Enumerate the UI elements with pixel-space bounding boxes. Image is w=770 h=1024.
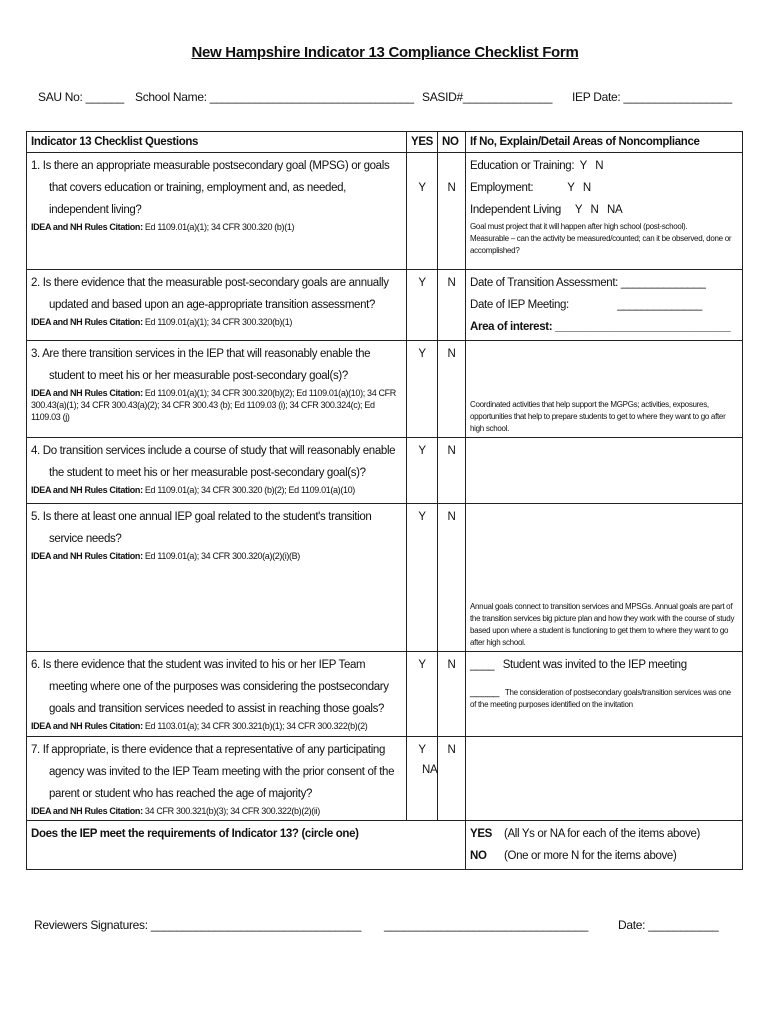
explain-header: If No, Explain/Detail Areas of Noncompliance (466, 132, 743, 153)
question-text: 4. Do transition services include a course of study that will reasonably enable the student to meet his or her measurable post-secondary goal(s)? (31, 445, 396, 479)
explain-cell[interactable] (466, 504, 743, 652)
final-row (27, 821, 743, 870)
table-row (27, 652, 743, 737)
yes-cell[interactable]: Y (407, 504, 438, 652)
citation: IDEA and NH Rules Citation: Ed 1109.01(a)(1); 34 CFR 300.320(b)(2); Ed 1109.01(a)(10); 34 CFR 300.43(a)(1); 34 CFR 300.43(a)(2); 34 CFR 300.43 (b); Ed 1109.03 (i); 34 CFR 300.324(c); Ed 1109.03 (j) (31, 388, 396, 422)
table-row (27, 737, 743, 821)
employment-line: Employment: Y N (470, 182, 591, 194)
school-name-field[interactable]: School Name: ________________________________ (135, 90, 414, 104)
final-yes-option[interactable]: YES (All Ys or NA for each of the items above) (470, 828, 701, 840)
sau-number-field[interactable]: SAU No: ______ (38, 90, 124, 104)
citation: IDEA and NH Rules Citation: Ed 1109.01(a); 34 CFR 300.320(a)(2)(i)(B) (31, 551, 300, 561)
explain-cell[interactable] (466, 270, 743, 341)
form-title: New Hampshire Indicator 13 Compliance Checklist Form (191, 44, 579, 61)
checklist-table (26, 131, 743, 870)
iep-meeting-date-line: Date of IEP Meeting: ______________ (470, 299, 702, 311)
citation: IDEA and NH Rules Citation: Ed 1109.01(a); 34 CFR 300.320 (b)(2); Ed 1109.01(a)(10) (31, 485, 355, 495)
explain-cell[interactable] (466, 737, 743, 821)
na-option[interactable]: NA (422, 764, 438, 776)
note: Goal must project that it will happen after high school (post-school). (470, 222, 688, 231)
yes-cell[interactable]: Y (407, 153, 438, 270)
note: Coordinated activities that help support the MGPGs; activities, exposures, opportunities that help to prepare students to get to where they want to go after high school. (470, 400, 726, 433)
note: _____ The consideration of postsecondary goals/transition services was one of the meeting purposes identified on the invitation (470, 686, 731, 709)
table-row (27, 153, 743, 270)
question-text: 3. Are there transition services in the IEP that will reasonably enable the student to meet his or her measurable post-secondary goal(s)? (31, 348, 371, 382)
second-signature-field[interactable]: ________________________________ (384, 918, 588, 932)
citation: IDEA and NH Rules Citation: Ed 1109.01(a)(1); 34 CFR 300.320(b)(1) (31, 317, 293, 327)
question-text: 1. Is there an appropriate measurable postsecondary goal (MPSG) or goals that covers education or training, employment and, as needed, independent living? (31, 160, 390, 216)
sasid-field[interactable]: SASID#______________ (422, 90, 553, 104)
final-no-option[interactable]: NO (One or more N for the items above) (470, 850, 677, 862)
explain-cell[interactable] (466, 652, 743, 737)
no-cell[interactable]: N (438, 270, 466, 341)
table-row (27, 504, 743, 652)
iep-date-field[interactable]: IEP Date: _________________ (572, 90, 732, 104)
citation: IDEA and NH Rules Citation: Ed 1109.01(a)(1); 34 CFR 300.320 (b)(1) (31, 222, 295, 232)
explain-cell[interactable] (466, 438, 743, 504)
yes-cell[interactable]: Y (407, 652, 438, 737)
question-text: 5. Is there at least one annual IEP goal related to the student's transition service needs? (31, 511, 372, 545)
yes-cell[interactable]: Y (407, 438, 438, 504)
explain-cell[interactable] (466, 341, 743, 438)
question-cell (27, 652, 407, 737)
table-row (27, 438, 743, 504)
no-cell[interactable]: N (438, 652, 466, 737)
question-cell (27, 341, 407, 438)
table-row (27, 270, 743, 341)
question-cell (27, 504, 407, 652)
question-cell (27, 153, 407, 270)
yes-cell[interactable]: Y (407, 737, 438, 821)
independent-living-line: Independent Living Y N NA (470, 204, 623, 216)
no-cell[interactable]: N (438, 341, 466, 438)
note: Measurable – can the activity be measured/counted; can it be observed, done or accomplished? (470, 234, 732, 255)
yes-cell[interactable]: Y (407, 341, 438, 438)
final-question-cell: Does the IEP meet the requirements of Indicator 13? (circle one) (27, 821, 466, 870)
date-field[interactable]: Date: ___________ (618, 918, 719, 932)
no-cell[interactable]: N NA (438, 737, 466, 821)
transition-assessment-date-line: Date of Transition Assessment: ______________ (470, 277, 706, 289)
question-cell (27, 438, 407, 504)
explain-cell[interactable] (466, 153, 743, 270)
question-text: 6. Is there evidence that the student was invited to his or her IEP Team meeting where one of the purposes was considering the postsecondary goals and transition services needed to assist in reaching those goals? (31, 659, 389, 715)
no-header: NO (438, 132, 466, 153)
yes-header: YES (407, 132, 438, 153)
table-row (27, 341, 743, 438)
table-header-row (27, 132, 743, 153)
citation: IDEA and NH Rules Citation: 34 CFR 300.321(b)(3); 34 CFR 300.322(b)(2)(ii) (31, 806, 320, 816)
no-cell[interactable]: N (438, 504, 466, 652)
no-cell[interactable]: N (438, 438, 466, 504)
question-cell (27, 737, 407, 821)
area-of-interest-line: Area of interest: _____________________________ (470, 321, 731, 333)
no-cell[interactable]: N (438, 153, 466, 270)
yes-cell[interactable]: Y (407, 270, 438, 341)
education-or-training-line: Education or Training: Y N (470, 160, 604, 172)
final-answer-cell[interactable] (466, 821, 743, 870)
blank-line: _____ (470, 686, 500, 698)
citation: IDEA and NH Rules Citation: Ed 1103.01(a); 34 CFR 300.321(b)(1); 34 CFR 300.322(b)(2) (31, 721, 368, 731)
questions-header: Indicator 13 Checklist Questions (27, 132, 407, 153)
reviewer-signature-field[interactable]: Reviewers Signatures: _________________________________ (34, 918, 362, 932)
question-cell (27, 270, 407, 341)
question-text: 7. If appropriate, is there evidence that a representative of any participating agency was invited to the IEP Team meeting with the prior consent of the parent or student who has reached the age of majority? (31, 744, 395, 800)
question-text: 2. Is there evidence that the measurable post-secondary goals are annually updated and based upon an age-appropriate transition assessment? (31, 277, 389, 311)
student-invited-line: ____ Student was invited to the IEP meeting (470, 659, 687, 671)
note: Annual goals connect to transition services and MPSGs. Annual goals are part of the transition services big picture plan and how they work with the course of study based upon where a student is functioning to get them to where they want to go after high school. (470, 602, 735, 647)
